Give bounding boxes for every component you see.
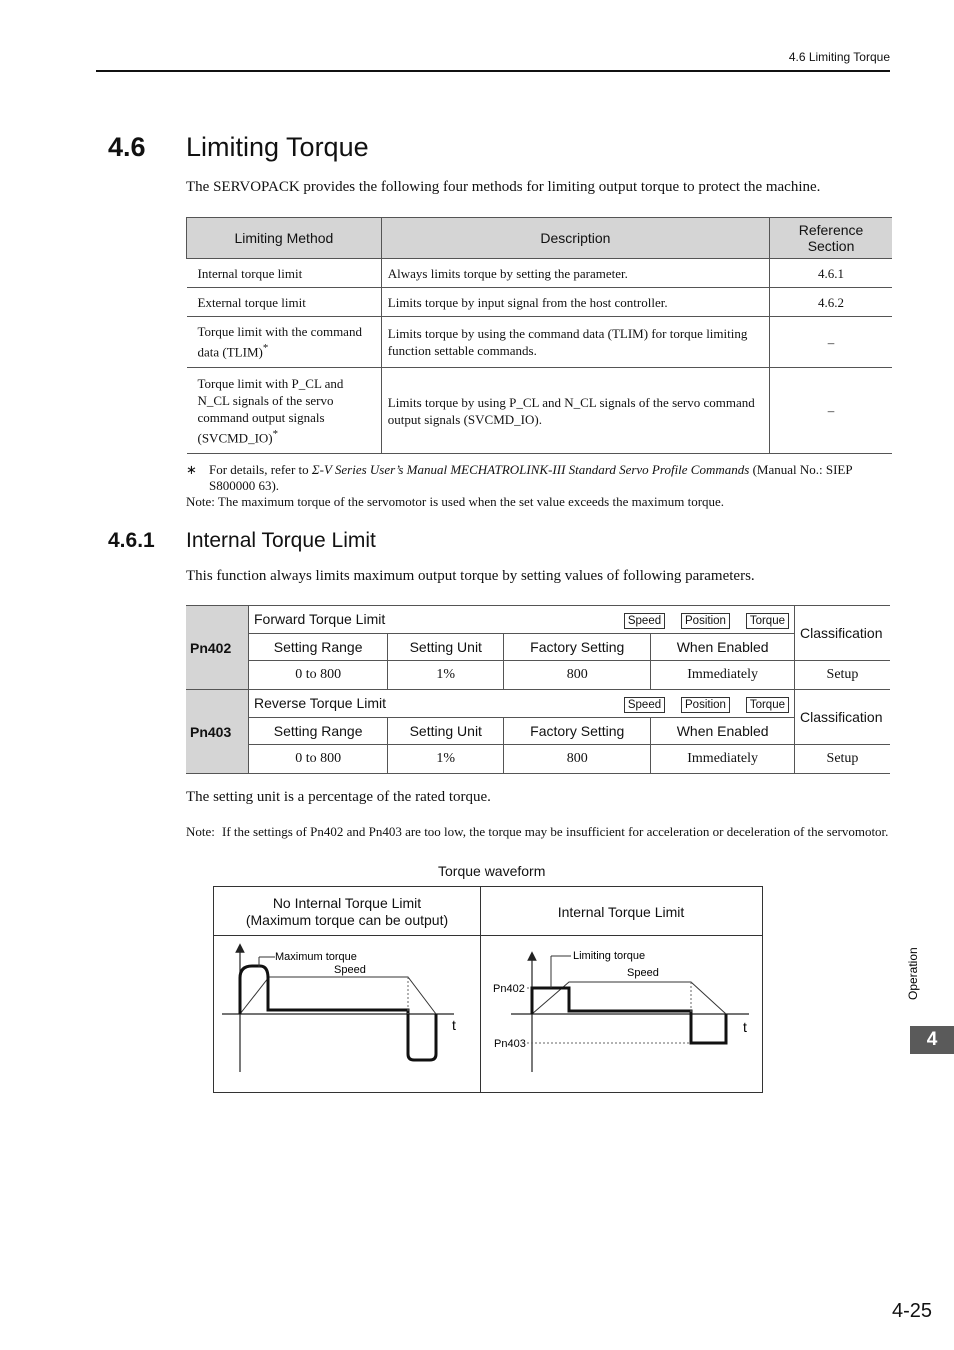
table-row [187, 368, 893, 454]
tag-position: Position [681, 613, 730, 629]
header-when-enabled: When Enabled [651, 634, 795, 661]
label-pn402: Pn402 [493, 983, 525, 995]
value-setting-range: 0 to 800 [249, 745, 388, 774]
header-setting-unit: Setting Unit [388, 634, 504, 661]
label-speed: Speed [334, 964, 366, 976]
param-table-pn403 [186, 689, 890, 774]
waveform-left-plot [214, 936, 480, 1090]
param-table-pn402 [186, 605, 890, 690]
value-when-enabled: Immediately [651, 661, 795, 690]
method-cell: External torque limit [187, 288, 382, 317]
tag-torque: Torque [746, 613, 789, 629]
param-number: Pn403 [186, 690, 249, 774]
label-t: t [452, 1017, 456, 1033]
page-number: 4-25 [891, 1300, 932, 1322]
param-number: Pn402 [186, 606, 249, 690]
method-cell [187, 368, 382, 454]
subsection-intro: This function always limits maximum output torque by setting values of following parameters. [186, 568, 755, 584]
chapter-side-label [896, 938, 926, 1000]
torque-curve [240, 966, 436, 1060]
label-limiting-torque: Limiting torque [573, 950, 646, 962]
header-factory-setting: Factory Setting [504, 634, 651, 661]
table-row [187, 288, 893, 317]
note-max-torque: Note: The maximum torque of the servomotor is used when the set value exceeds the maximum torque. [186, 494, 725, 509]
reference-cell: 4.6.1 [770, 259, 892, 288]
header-setting-unit: Setting Unit [388, 718, 504, 745]
description-cell: Limits torque by input signal from the host controller. [381, 288, 769, 317]
header-factory-setting: Factory Setting [504, 718, 651, 745]
label-max-torque: Maximum torque [275, 951, 357, 963]
torque-curve [532, 988, 726, 1043]
value-classification: Setup [795, 745, 891, 774]
value-setting-range: 0 to 800 [249, 661, 388, 690]
value-factory-setting: 800 [504, 661, 651, 690]
col-header-reference: Reference Section [770, 218, 892, 259]
description-cell: Limits torque by using the command data (TLIM) for torque limiting function settable commands. [381, 317, 769, 368]
section-title: Limiting Torque [186, 132, 369, 162]
footnote-mark: * [272, 427, 279, 440]
table-row [187, 259, 893, 288]
footnote-manual: Σ-V Series User’s Manual MECHATROLINK-III Standard Servo Profile Commands [311, 462, 750, 477]
waveform-caption: Torque waveform [438, 863, 546, 879]
description-cell: Always limits torque by setting the parameter. [381, 259, 769, 288]
classification-header: Classification [795, 606, 891, 661]
subsection-number: 4.6.1 [108, 529, 155, 552]
footnote-lead: For details, refer to [209, 462, 312, 477]
method-text: Torque limit with P_CL and N_CL signals of the servo command output signals (SVCMD_IO) [197, 375, 344, 446]
note-low-settings: If the settings of Pn402 and Pn403 are too low, the torque may be insufficient for acceleration or deceleration of the servomotor. [222, 824, 889, 839]
footnote-tail: (Manual No.: SIEP S800000 63). [209, 462, 853, 493]
param-name-cell [249, 606, 795, 634]
section-intro: The SERVOPACK provides the following four methods for limiting output torque to protect the machine. [186, 179, 821, 195]
reference-cell: – [770, 368, 892, 454]
footnote-mark: * [262, 342, 269, 355]
waveform-left-heading [214, 895, 480, 929]
note-label: Note: [186, 824, 215, 839]
tag-speed: Speed [624, 613, 665, 629]
value-setting-unit: 1% [388, 745, 504, 774]
waveform-right-heading: Internal Torque Limit [557, 904, 685, 920]
section-number: 4.6 [108, 132, 146, 162]
tag-position: Position [681, 697, 730, 713]
setting-unit-text: The setting unit is a percentage of the rated torque. [186, 789, 491, 805]
label-speed: Speed [627, 967, 659, 979]
running-header: 4.6 Limiting Torque [788, 50, 890, 64]
col-header-method: Limiting Method [187, 218, 382, 259]
description-cell: Limits torque by using P_CL and N_CL signals of the servo command output signals (SVCMD_IO). [381, 368, 769, 454]
label-t: t [743, 1019, 747, 1035]
classification-header: Classification [795, 690, 891, 745]
value-when-enabled: Immediately [651, 745, 795, 774]
tag-speed: Speed [624, 697, 665, 713]
tag-torque: Torque [746, 697, 789, 713]
subsection-title: Internal Torque Limit [186, 529, 376, 552]
value-setting-unit: 1% [388, 661, 504, 690]
table-row [187, 317, 893, 368]
method-cell: Internal torque limit [187, 259, 382, 288]
value-factory-setting: 800 [504, 745, 651, 774]
chapter-label: Operation [906, 947, 920, 1000]
label-pn403: Pn403 [494, 1038, 526, 1050]
limiting-methods-table [186, 217, 892, 454]
footnote-text [209, 462, 890, 494]
footnote-marker: ∗ [186, 462, 197, 477]
header-rule [96, 70, 890, 72]
param-name: Forward Torque Limit [254, 610, 386, 627]
method-cell [187, 317, 382, 368]
header-setting-range: Setting Range [249, 718, 388, 745]
col-header-description: Description [381, 218, 769, 259]
value-classification: Setup [795, 661, 891, 690]
param-name-cell [249, 690, 795, 718]
method-text: Torque limit with the command data (TLIM) [197, 324, 362, 360]
waveform-right-plot [481, 936, 761, 1090]
left-heading-line2: (Maximum torque can be output) [245, 912, 449, 928]
reference-cell: 4.6.2 [770, 288, 892, 317]
param-name: Reverse Torque Limit [254, 694, 387, 711]
reference-cell: – [770, 317, 892, 368]
header-setting-range: Setting Range [249, 634, 388, 661]
chapter-tab[interactable]: 4 [910, 1026, 954, 1054]
left-heading-line1: No Internal Torque Limit [272, 895, 422, 911]
header-when-enabled: When Enabled [651, 718, 795, 745]
